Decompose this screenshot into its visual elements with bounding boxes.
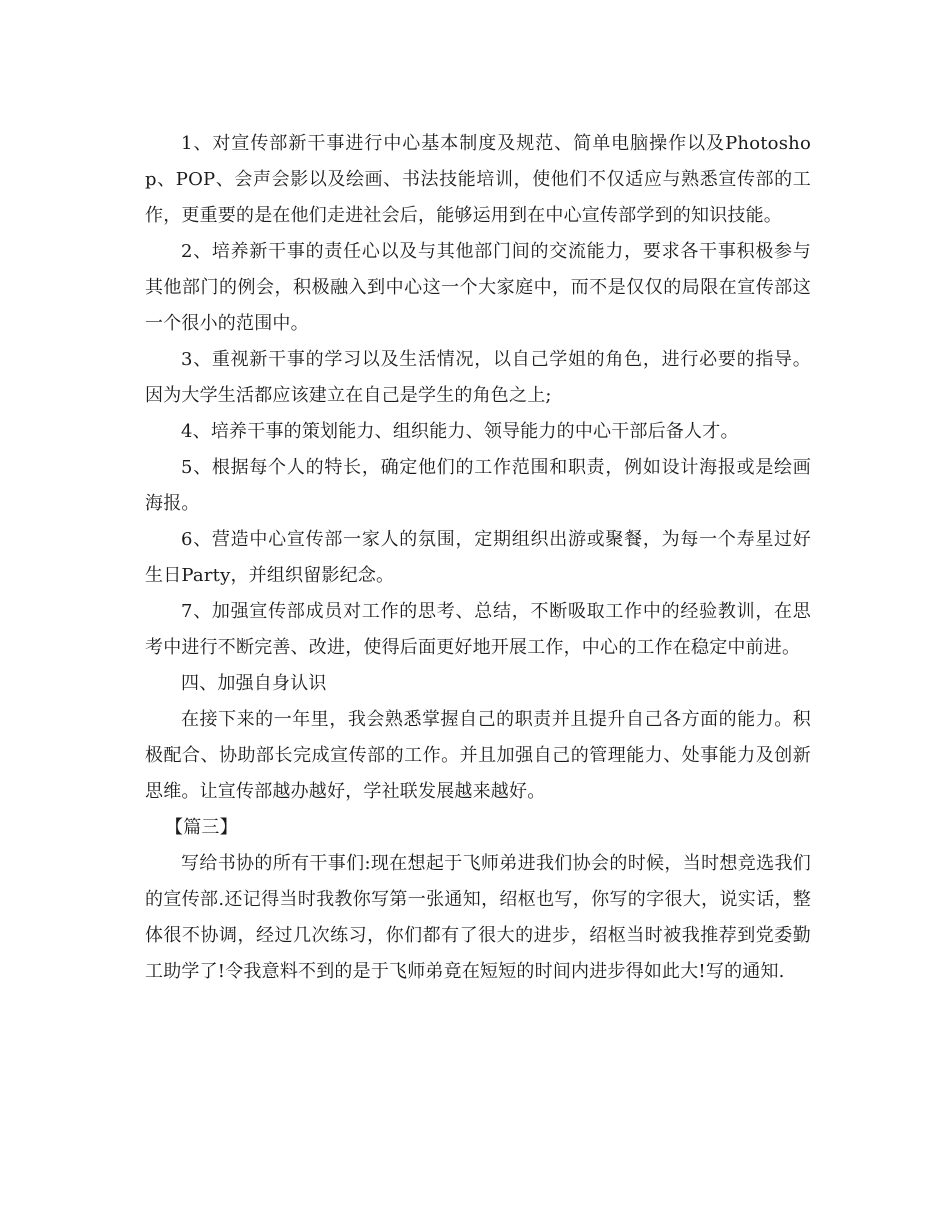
part-three-paragraph: 写给书协的所有干事们:现在想起于飞师弟进我们协会的时候，当时想竞选我们的宣传部.还记得当时我教你写第一张通知，绍枢也写，你写的字很大，说实话，整体很不协调，经过几次练习，你们都有了很大的进步，绍枢当时被我推荐到党委勤工助学了!令我意料不到的是于飞师弟竟在短短的时间内进步得如此大!写的通知.	[145, 853, 811, 982]
section-paragraph-self-awareness: 在接下来的一年里，我会熟悉掌握自己的职责并且提升自己各方面的能力。积极配合、协助部长完成宣传部的工作。并且加强自己的管理能力、处事能力及创新思维。让宣传部越办越好，学社联发展越来越好。	[145, 709, 811, 802]
paragraph-item-5: 5、根据每个人的特长，确定他们的工作范围和职责，例如设计海报或是绘画海报。	[145, 457, 811, 514]
section-heading-self-awareness: 四、加强自身认识	[181, 673, 327, 694]
paragraph-item-3: 3、重视新干事的学习以及生活情况，以自己学姐的角色，进行必要的指导。因为大学生活都应该建立在自己是学生的角色之上;	[145, 349, 811, 406]
paragraph-item-1: 1、对宣传部新干事进行中心基本制度及规范、简单电脑操作以及Photoshop、POP、会声会影以及绘画、书法技能培训，使他们不仅适应与熟悉宣传部的工作，更重要的是在他们走进社会后，能够运用到在中心宣传部学到的知识技能。	[145, 133, 811, 226]
document-body	[145, 126, 811, 990]
paragraph-item-2: 2、培养新干事的责任心以及与其他部门间的交流能力，要求各干事积极参与其他部门的例会，积极融入到中心这一个大家庭中，而不是仅仅的局限在宣传部这一个很小的范围中。	[145, 241, 811, 334]
part-heading-three: 【篇三】	[165, 817, 238, 838]
paragraph-item-6: 6、营造中心宣传部一家人的氛围，定期组织出游或聚餐，为每一个寿星过好生日Party，并组织留影纪念。	[145, 529, 811, 586]
paragraph-item-4: 4、培养干事的策划能力、组织能力、领导能力的中心干部后备人才。	[181, 421, 739, 442]
paragraph-item-7: 7、加强宣传部成员对工作的思考、总结，不断吸取工作中的经验教训，在思考中进行不断完善、改进，使得后面更好地开展工作，中心的工作在稳定中前进。	[145, 601, 811, 658]
